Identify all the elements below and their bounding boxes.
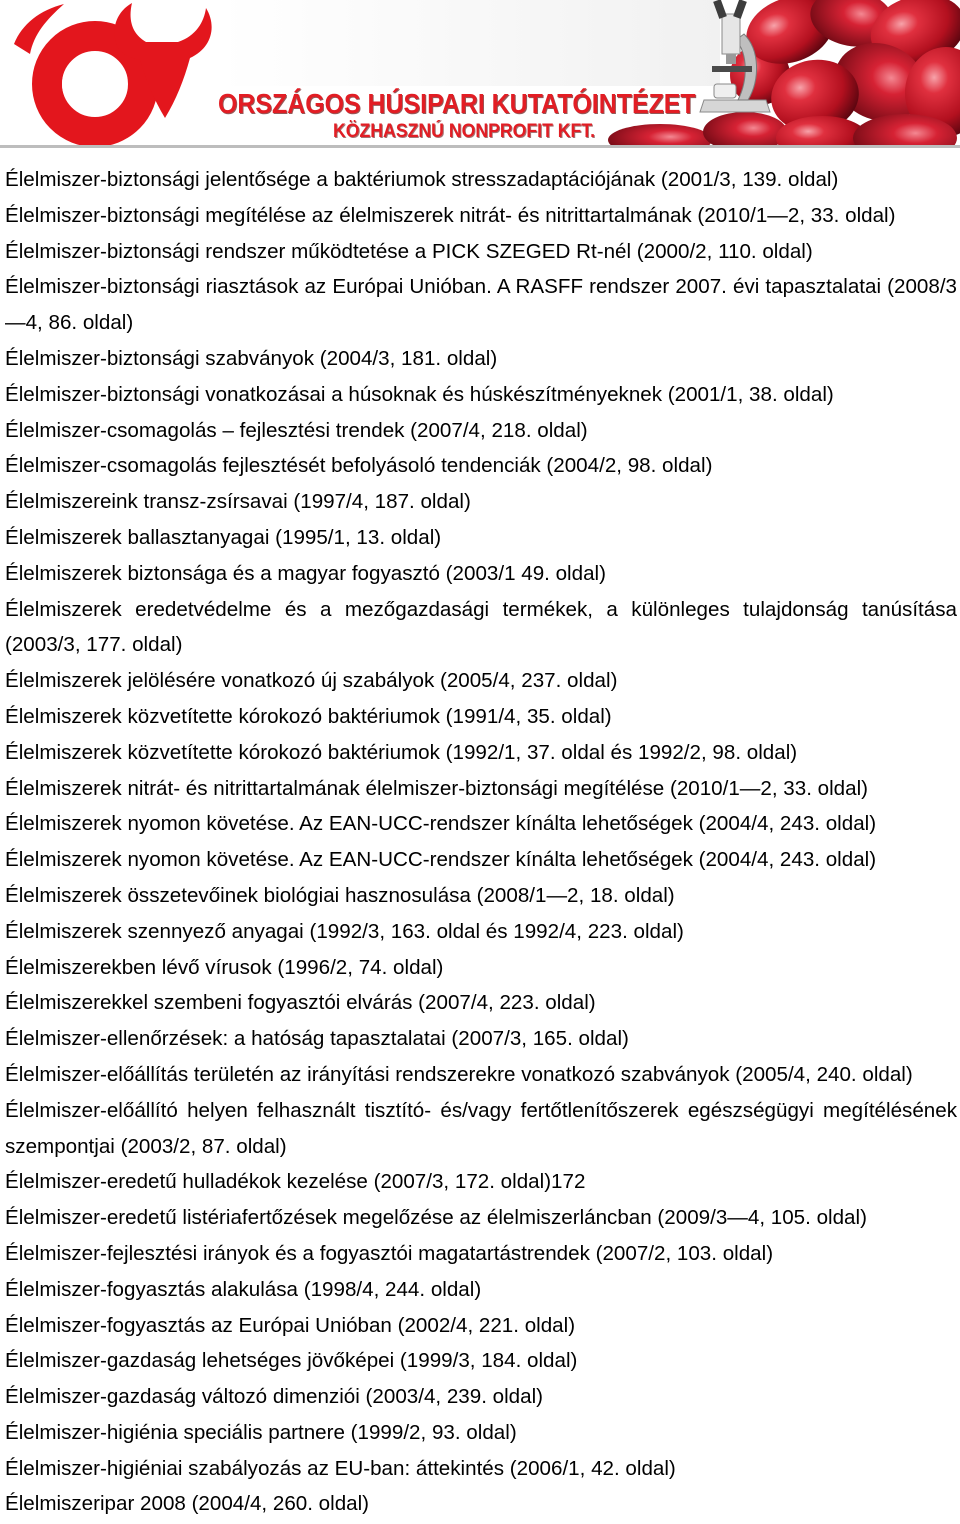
index-entry: Élelmiszeripar 2008 (2004/4, 260. oldal)	[5, 1492, 370, 1516]
index-entry: Élelmiszerek nyomon követése. Az EAN-UCC-rendszer kínálta lehetőségek (2004/4, 243. oldal)	[5, 848, 877, 872]
index-entry: Élelmiszerek ballasztanyagai (1995/1, 13. oldal)	[5, 525, 442, 549]
index-entry: Élelmiszerekben lévő vírusok (1996/2, 74. oldal)	[5, 955, 444, 979]
index-entry: Élelmiszerek összetevőinek biológiai hasznosulása (2008/1—2, 18. oldal)	[5, 883, 675, 907]
header-banner	[0, 0, 960, 148]
index-entry: Élelmiszerek közvetítette kórokozó baktériumok (1991/4, 35. oldal)	[5, 704, 612, 728]
index-entry: Élelmiszer-eredetű hulladékok kezelése (2007/3, 172. oldal)172	[5, 1170, 586, 1194]
index-entry: Élelmiszereink transz-zsírsavai (1997/4, 187. oldal)	[5, 490, 471, 514]
index-entry: Élelmiszer-fogyasztás alakulása (1998/4, 244. oldal)	[5, 1277, 482, 1301]
index-entry: Élelmiszer-előállító helyen felhasznált tisztító- és/vagy fertőtlenítőszerek egészségügyi megítélésének szempontjai (2003/2, 87. oldal)	[5, 1098, 957, 1158]
index-entry: Élelmiszer-biztonsági jelentősége a baktériumok stresszadaptációjának (2001/3, 139. oldal)	[5, 168, 839, 191]
index-entry: Élelmiszerek szennyező anyagai (1992/3, 163. oldal és 1992/4, 223. oldal)	[5, 919, 684, 943]
index-entry: Élelmiszer-biztonsági riasztások az Európai Unióban. A RASFF rendszer 2007. évi tapasztalatai (2008/3—4, 86. oldal)	[5, 275, 957, 335]
index-entry: Élelmiszer-biztonsági szabványok (2004/3, 181. oldal)	[5, 346, 498, 370]
index-entry: Élelmiszer-fogyasztás az Európai Unióban (2002/4, 221. oldal)	[5, 1313, 576, 1337]
index-entry: Élelmiszer-gazdaság változó dimenziói (2003/4, 239. oldal)	[5, 1385, 544, 1409]
index-entry: Élelmiszer-csomagolás – fejlesztési trendek (2007/4, 218. oldal)	[5, 418, 588, 442]
index-entry: Élelmiszer-higiéniai szabályozás az EU-ban: áttekintés (2006/1, 42. oldal)	[5, 1456, 676, 1480]
index-entry: Élelmiszer-eredetű listériafertőzések megelőzése az élelmiszerláncban (2009/3—4, 105. oldal)	[5, 1206, 867, 1230]
index-entry: Élelmiszerek közvetítette kórokozó baktériumok (1992/1, 37. oldal és 1992/2, 98. oldal)	[5, 740, 798, 764]
index-entry: Élelmiszer-biztonsági vonatkozásai a húsoknak és húskészítményeknek (2001/1, 38. oldal)	[5, 382, 834, 406]
index-entry: Élelmiszer-biztonsági megítélése az élelmiszerek nitrát- és nitrittartalmának (2010/1—2, 33. oldal)	[5, 203, 896, 227]
index-entry: Élelmiszer-előállítás területén az irányítási rendszerekre vonatkozó szabványok (2005/4, 240. oldal)	[5, 1062, 913, 1086]
index-entry: Élelmiszer-gazdaság lehetséges jövőképei (1999/3, 184. oldal)	[5, 1349, 578, 1373]
banner-divider	[0, 145, 960, 148]
index-entry: Élelmiszer-fejlesztési irányok és a fogyasztói magatartástrendek (2007/2, 103. oldal)	[5, 1241, 774, 1265]
org-subtitle: KÖZHASZNÚ NONPROFIT KFT.	[333, 121, 596, 142]
index-entry: Élelmiszer-biztonsági rendszer működtetése a PICK SZEGED Rt-nél (2000/2, 110. oldal)	[5, 239, 813, 263]
org-name: ORSZÁGOS HÚSIPARI KUTATÓINTÉZET	[218, 88, 696, 119]
index-entry: Élelmiszerek nyomon követése. Az EAN-UCC-rendszer kínálta lehetőségek (2004/4, 243. oldal)	[5, 812, 877, 836]
index-list	[5, 162, 957, 1522]
index-entry: Élelmiszerekkel szembeni fogyasztói elvárás (2007/4, 223. oldal)	[5, 991, 596, 1015]
index-entry: Élelmiszerek nitrát- és nitrittartalmának élelmiszer-biztonsági megítélése (2010/1—2, 33. oldal)	[5, 776, 869, 800]
index-entry: Élelmiszer-ellenőrzések: a hatóság tapasztalatai (2007/3, 165. oldal)	[5, 1027, 629, 1051]
index-entry: Élelmiszer-higiénia speciális partnere (1999/2, 93. oldal)	[5, 1420, 517, 1444]
index-entry: Élelmiszerek eredetvédelme és a mezőgazdasági termékek, a különleges tulajdonság tanúsítása (2003/3, 177. oldal)	[5, 597, 957, 657]
index-entry: Élelmiszerek biztonsága és a magyar fogyasztó (2003/1 49. oldal)	[5, 561, 606, 585]
index-entry: Élelmiszer-csomagolás fejlesztését befolyásoló tendenciák (2004/2, 98. oldal)	[5, 454, 713, 478]
index-entry: Élelmiszerek jelölésére vonatkozó új szabályok (2005/4, 237. oldal)	[5, 669, 618, 693]
